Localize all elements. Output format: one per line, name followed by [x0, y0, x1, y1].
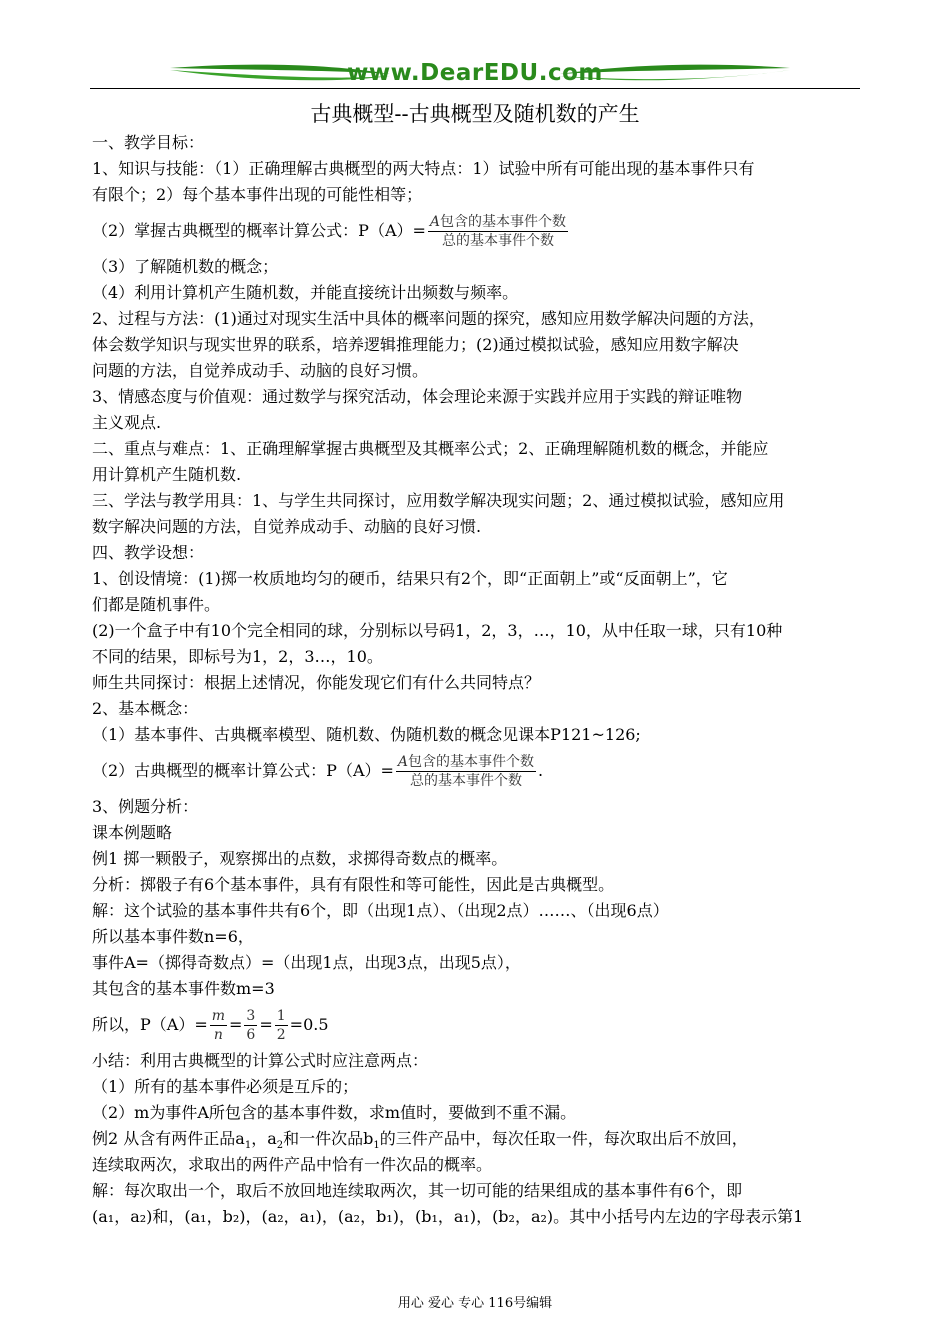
- paragraph-line: 师生共同探讨：根据上述情况，你能发现它们有什么共同特点？: [92, 673, 541, 692]
- formula-line: [92, 748, 872, 794]
- formula-line: [92, 208, 872, 254]
- formula-prefix: （2）掌握古典概型的概率计算公式：P（A）=: [92, 221, 426, 240]
- paragraph-line: 1、创设情境：(1)掷一枚质地均匀的硬币，结果只有2个，即“正面朝上”或“反面朝上”，它: [92, 569, 728, 588]
- fraction-denominator: 总的基本事件个数: [441, 233, 554, 249]
- section-heading: 3、例题分析：: [92, 797, 199, 816]
- paragraph-line: 解：每次取出一个，取后不放回地连续取两次，其一切可能的结果组成的基本事件有6个，即: [92, 1181, 743, 1200]
- paragraph-line: 所以基本事件数n=6，: [92, 927, 254, 946]
- paragraph-line: （1）所有的基本事件必须是互斥的；: [92, 1077, 359, 1096]
- paragraph-line: 主义观点.: [92, 413, 162, 432]
- paragraph-line: 1、知识与技能：（1）正确理解古典概型的两大特点：1）试验中所有可能出现的基本事件只有: [92, 159, 755, 178]
- paragraph-line: 其包含的基本事件数m=3: [92, 979, 275, 998]
- paragraph-line: 小结：利用古典概型的计算公式时应注意两点：: [92, 1051, 429, 1070]
- paragraph-line: 课本例题略: [92, 823, 173, 842]
- paragraph-line: 连续取两次，求取出的两件产品中恰有一件次品的概率。: [92, 1155, 493, 1174]
- paragraph-line: （1）基本事件、古典概率模型、随机数、伪随机数的概念见课本P121~126;: [92, 725, 641, 744]
- paragraph-line: （3）了解随机数的概念；: [92, 257, 279, 276]
- formula-prefix: （2）古典概型的概率计算公式：P（A）=: [92, 761, 394, 780]
- paragraph-line: 们都是随机事件。: [92, 595, 221, 614]
- formula-suffix: =0.5: [289, 1015, 329, 1034]
- site-logo-text: www.DearEDU.com: [347, 60, 603, 86]
- probability-fraction: [428, 213, 568, 250]
- paragraph-line: 问题的方法，自觉养成动手、动脑的良好习惯。: [92, 361, 429, 380]
- fraction-numerator: A包含的基本事件个数: [429, 214, 567, 230]
- paragraph-line: 2、过程与方法：(1)通过对现实生活中具体的概率问题的探究，感知应用数学解决问题的方法，: [92, 309, 765, 328]
- fraction-numerator: A包含的基本事件个数: [397, 754, 535, 770]
- paragraph-line: 解：这个试验的基本事件共有6个，即（出现1点）、（出现2点）……、（出现6点）: [92, 901, 669, 920]
- paragraph-line: 不同的结果，即标号为1，2，3…，10。: [92, 647, 383, 666]
- header-rule: [90, 88, 860, 89]
- paragraph-line: 例1 掷一颗骰子，观察掷出的点数，求掷得奇数点的概率。: [92, 849, 508, 868]
- paragraph-line: 例2 从含有两件正品$a_1$，$a_2$和一件次品$b_1$的三件产品中，每次任取一件，每次取出后不放回，: [92, 1129, 748, 1152]
- formula-suffix: .: [538, 761, 544, 780]
- fraction-3-over-6: $\frac{3}{6}$: [246, 1008, 256, 1043]
- paragraph-line: 数字解决问题的方法，自觉养成动手、动脑的良好习惯.: [92, 517, 482, 536]
- paragraph-line: （4）利用计算机产生随机数，并能直接统计出频数与频率。: [92, 283, 519, 302]
- paragraph-line: 用计算机产生随机数.: [92, 465, 242, 484]
- paragraph-line: （2）m为事件A所包含的基本事件数，求m值时，要做到不重不漏。: [92, 1103, 577, 1122]
- document-body: [92, 130, 872, 1230]
- fraction-m-over-n: $\frac{m}{n}$: [211, 1008, 226, 1043]
- header-banner: [90, 58, 860, 92]
- paragraph-line: 分析：掷骰子有6个基本事件，具有有限性和等可能性，因此是古典概型。: [92, 875, 615, 894]
- paragraph-line: 事件A=（掷得奇数点）=（出现1点，出现3点，出现5点），: [92, 953, 521, 972]
- paragraph-line: 体会数学知识与现实世界的联系，培养逻辑推理能力；(2)通过模拟试验，感知应用数字解决: [92, 335, 739, 354]
- paragraph-line: 有限个；2）每个基本事件出现的可能性相等；: [92, 185, 423, 204]
- paragraph-line: (a₁，a₂)和，(a₁，b₂)，(a₂，a₁)，(a₂，b₁)，(b₁，a₁)，(b₂，a₂)。其中小括号内左边的字母表示第1: [92, 1207, 804, 1226]
- fraction-1-over-2: $\frac{1}{2}$: [276, 1008, 286, 1043]
- formula-prefix: 所以，P（A）=: [92, 1015, 208, 1034]
- section-heading: 四、教学设想：: [92, 543, 205, 562]
- formula-line: 所以，P（A）= $\frac{m}{n}$ = $\frac{3}{6}$ = $\frac{1}{2}$ =0.5: [92, 1008, 329, 1043]
- section-heading: 2、基本概念：: [92, 699, 199, 718]
- paragraph-line: 三、学法与教学用具：1、与学生共同探讨，应用数学解决现实问题；2、通过模拟试验，感知应用: [92, 491, 785, 510]
- paragraph-line: (2)一个盒子中有10个完全相同的球，分别标以号码1，2，3，…，10，从中任取一球，只有10种: [92, 621, 783, 640]
- page-footer: 用心 爱心 专心 116号编辑: [397, 1296, 553, 1311]
- section-heading: 一、教学目标：: [92, 133, 205, 152]
- document-title: 古典概型--古典概型及随机数的产生: [310, 102, 640, 126]
- paragraph-line: 3、情感态度与价值观：通过数学与探究活动，体会理论来源于实践并应用于实践的辩证唯物: [92, 387, 743, 406]
- paragraph-line: 二、重点与难点：1、正确理解掌握古典概型及其概率公式；2、正确理解随机数的概念，并能应: [92, 439, 769, 458]
- probability-fraction: [396, 753, 536, 790]
- fraction-denominator: 总的基本事件个数: [409, 773, 522, 789]
